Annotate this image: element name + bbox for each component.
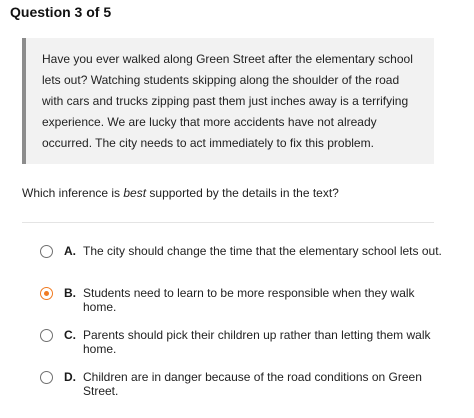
prompt-emphasis: best — [123, 186, 147, 200]
option-text: The city should change the time that the elementary school lets out. — [83, 244, 442, 258]
option-text: Children are in danger because of the road conditions on Green Street. — [83, 370, 422, 398]
question-header: Question 3 of 5 — [10, 4, 112, 20]
option-letter: B. — [64, 286, 76, 300]
prompt-text-after: supported by the details in the text? — [146, 186, 339, 200]
option-letter: A. — [64, 244, 76, 258]
option-letter: D. — [64, 370, 76, 384]
question-prompt — [22, 186, 339, 200]
option-text: Parents should pick their children up rather than letting them walk home. — [83, 328, 431, 356]
passage-block — [22, 38, 434, 164]
radio-button-d[interactable] — [40, 371, 53, 384]
divider — [22, 222, 434, 223]
radio-button-c[interactable] — [40, 329, 53, 342]
option-a[interactable] — [40, 244, 450, 258]
option-b[interactable] — [40, 286, 450, 314]
option-d[interactable] — [40, 370, 450, 398]
option-c[interactable] — [40, 328, 450, 356]
option-text: Students need to learn to be more responsible when they walk home. — [83, 286, 415, 314]
radio-button-a[interactable] — [40, 245, 53, 258]
option-letter: C. — [64, 328, 76, 342]
radio-button-b[interactable] — [40, 287, 53, 300]
prompt-text-before: Which inference is — [22, 186, 124, 200]
passage-text: Have you ever walked along Green Street after the elementary school lets out? Watching students skipping along the shoulder of the road with cars and trucks zipping past them just inches away is a terrifying experience. We are lucky that more accidents have not already occurred. The city needs to act immediately to fix this problem. — [42, 52, 413, 150]
